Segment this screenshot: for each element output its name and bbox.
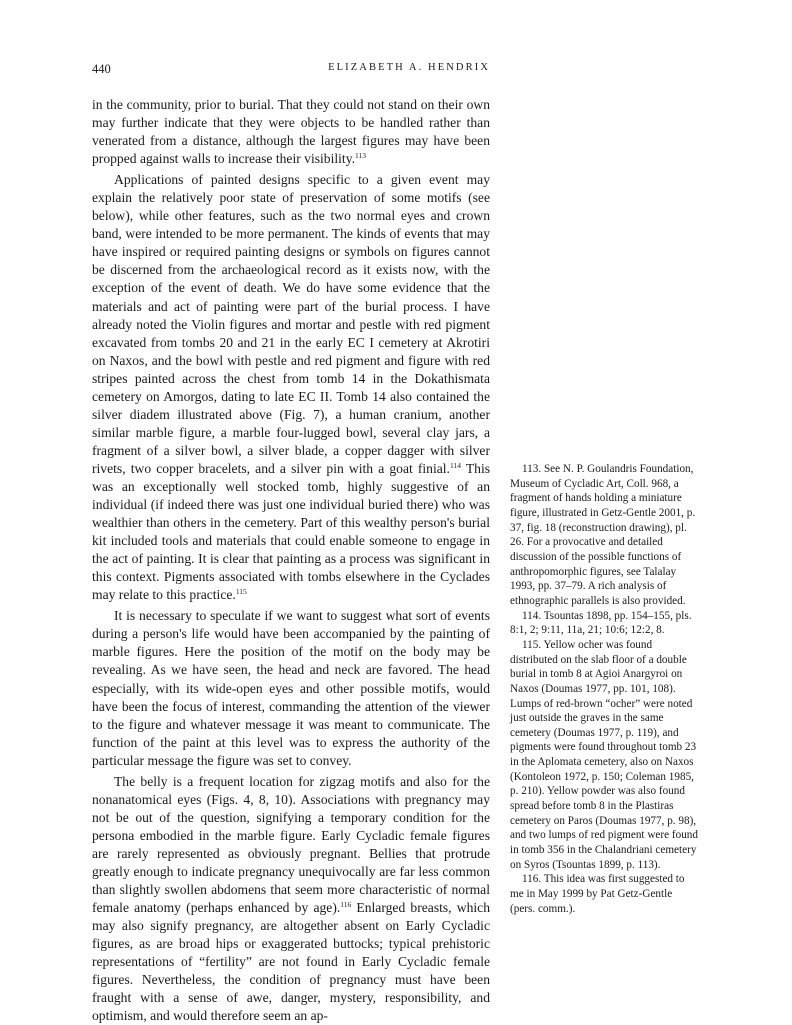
footnote-ref-114: 114: [449, 460, 461, 470]
paragraph-1: [92, 96, 490, 168]
footnote-115: 115. Yellow ocher was found distributed on the slab floor of a double burial in tomb 8 at Agioi Anargyroi on Naxos (Doumas 1977, pp. 101, 108). Lumps of red-brown “ocher” were noted just outside the graves in the same cemetery (Doumas 1977, p. 119), and pigments were found throughout tomb 23 in the Aplomata cemetery, also on Naxos (Kontoleon 1972, p. 150; Coleman 1985, p. 210). Yellow powder was also found spread before tomb 8 in the Plastiras cemetery on Paros (Doumas 1977, p. 98), and two lumps of red pigment were found in tomb 356 in the Chalandriani cemetery on Syros (Tsountas 1899, p. 113).: [510, 638, 698, 871]
paragraph-3-text: It is necessary to speculate if we want to suggest what sort of events during a person's life would have been accompanied by the painting of marble figures. Here the position of the motif on the body may be revealing. As we have seen, the head and neck are favored. The head especially, with its wide-open eyes and other possible motifs, would have been the focus of interest, commanding the attention of the viewer to the figure and whatever message it was meant to communicate. The function of the paint at this level was to express the authority of the particular message the figure was set to convey.: [92, 608, 490, 768]
page-number: 440: [92, 62, 111, 76]
paragraph-4: [92, 773, 490, 1025]
footnotes-column: [510, 462, 700, 916]
footnote-ref-116: 116: [340, 900, 352, 910]
footnote-ref-113: 113: [355, 151, 366, 161]
paragraph-4-text-a: The belly is a frequent location for zigzag motifs and also for the nonanatomical eyes (Figs. 4, 8, 10). Associations with pregnancy may not be out of the question, signifying a temporary condition for the persona embodied in the marble figure. Early Cycladic female figures are rarely represented as obviously pregnant. Bellies that protrude greatly enough to indicate pregnancy unequivocally are far less common than slightly swollen abdomens that seem more characteristic of normal female anatomy (perhaps enhanced by age).: [92, 773, 490, 916]
paragraph-2-text-a: Applications of painted designs specific to a given event may explain the relatively poor state of preservation of some motifs (see below), while other features, such as the two normal eyes and crown band, were intended to be more permanent. The kinds of events that may have inspired or required painting designs or symbols on figures cannot be discerned from the archaeological record as it exists now, with the exception of the event of death. We do have some evidence that the materials and act of painting were part of the burial process. I have already noted the Violin figures and mortar and pestle with red pigment excavated from tombs 20 and 21 in the early EC I cemetery at Akrotiri on Naxos, and the bowl with pestle and red pigment and figure with red stripes painted across the chest from tomb 14 in the Dokathismata cemetery on Amorgos, dating to late EC II. Tomb 14 also contained the silver diadem illustrated above (Fig. 7), a human cranium, another similar marble figure, a marble four-lugged bowl, several clay jars, a fragment of a silver bowl, a silver blade, a copper dagger with silver rivets, two copper bracelets, and a silver pin with a goat finial.: [92, 172, 490, 476]
page-header: [92, 62, 490, 82]
paragraph-3: [92, 607, 490, 769]
running-head: ELIZABETH A. HENDRIX: [328, 62, 490, 73]
paragraph-1-text: in the community, prior to burial. That they could not stand on their own may further indicate that they were objects to be handled rather than venerated from a distance, although the largest figures may have been propped against walls to increase their visibility.: [92, 97, 490, 167]
paragraph-2-text-b: This was an exceptionally well stocked tomb, highly suggestive of an individual (if indeed there was just one individual buried there) who was wealthier than others in the cemetery. Part of this wealthy person's burial kit included tools and materials that could enable someone to engage in the act of painting. It is clear that painting as a process was significant in this context. Pigments associated with tombs elsewhere in the Cyclades may relate to this practice.: [92, 460, 491, 603]
paragraph-4-text-b: Enlarged breasts, which may also signify pregnancy, are altogether absent on Early Cycladic figures, as are broad hips or exaggerated buttocks; typical prehistoric representations of “fertility” are not found in Early Cycladic female figures. Nevertheless, the condition of pregnancy must have been fraught with a sense of awe, danger, mystery, responsibility, and optimism, and would therefore seem an ap-: [92, 900, 490, 1024]
paragraph-2: [92, 171, 490, 604]
footnote-ref-115: 115: [235, 587, 247, 597]
main-text-column: [92, 96, 490, 1025]
footnote-116: 116. This idea was first suggested to me in May 1999 by Pat Getz-Gentle (pers. comm.).: [510, 873, 685, 915]
footnote-113: 113. See N. P. Goulandris Foundation, Museum of Cycladic Art, Coll. 968, a fragment of hands holding a miniature figure, illustrated in Getz-Gentle 2001, p. 37, fig. 18 (reconstruction drawing), pl. 26. For a provocative and detailed discussion of the possible functions of anthropomorphic figures, see Talalay 1993, pp. 37–79. A rich analysis of ethnographic parallels is also provided.: [510, 463, 696, 607]
footnote-114: 114. Tsountas 1898, pp. 154–155, pls. 8:1, 2; 9:11, 11a, 21; 10:6; 12:2, 8.: [510, 609, 692, 637]
